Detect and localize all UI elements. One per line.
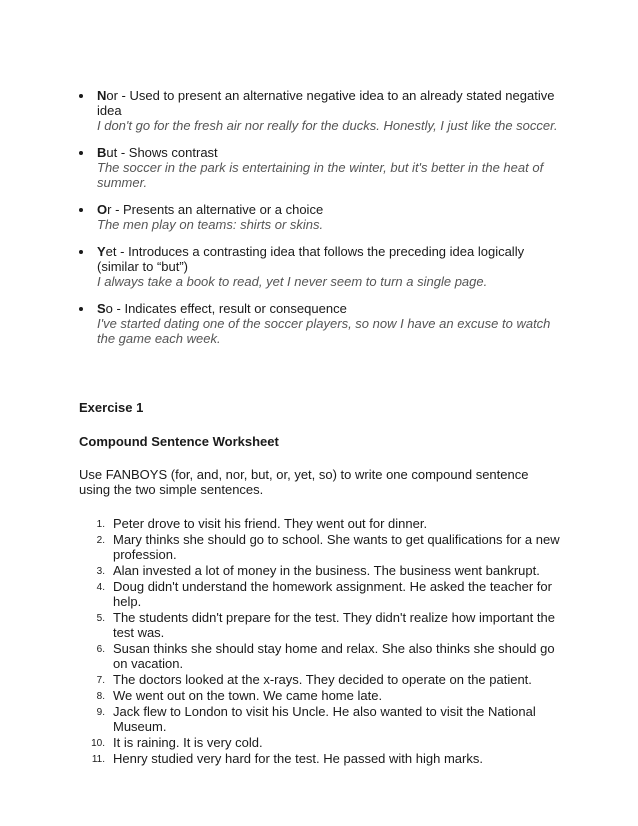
bullet-text: o - Indicates effect, result or consequence: [105, 301, 347, 316]
bullet-item-nor: [0, 88, 638, 133]
bullet-initial: O: [97, 202, 108, 217]
bullet-item-yet: [0, 244, 638, 289]
item-number: 8.: [96, 691, 105, 702]
item-number: 3.: [96, 566, 105, 577]
bullet-initial: S: [97, 301, 106, 316]
bullet-example: I always take a book to read, yet I never seem to turn a single page.: [97, 274, 488, 289]
item-number: 11.: [91, 754, 105, 765]
bullet-dot: [79, 307, 83, 311]
item-text: The students didn't prepare for the test. They didn't realize how important the test was.: [113, 610, 555, 640]
list-item: [0, 704, 638, 734]
item-number: 2.: [96, 535, 105, 546]
item-number: 5.: [96, 613, 105, 624]
item-text: Mary thinks she should go to school. She wants to get qualifications for a new profession.: [113, 532, 560, 562]
bullet-dot: [79, 250, 83, 254]
list-item: [0, 579, 638, 609]
bullet-example: The soccer in the park is entertaining in the winter, but it's better in the heat of summer.: [97, 160, 544, 190]
bullet-example: The men play on teams: shirts or skins.: [97, 217, 324, 232]
bullet-dot: [79, 151, 83, 155]
list-item: [0, 516, 638, 531]
item-text: The doctors looked at the x-rays. They decided to operate on the patient.: [113, 672, 532, 687]
item-text: Susan thinks she should stay home and relax. She also thinks she should go on vacation.: [113, 641, 555, 671]
item-text: Henry studied very hard for the test. He passed with high marks.: [113, 751, 483, 766]
bullet-text: r - Presents an alternative or a choice: [107, 202, 324, 217]
bullet-definition: [97, 301, 558, 316]
bullet-definition: [97, 202, 558, 217]
bullet-initial: N: [97, 88, 107, 103]
list-item: [0, 641, 638, 671]
item-text: Peter drove to visit his friend. They went out for dinner.: [113, 516, 428, 531]
bullet-example: I don't go for the fresh air nor really for the ducks. Honestly, I just like the soccer.: [97, 118, 558, 133]
list-item: [0, 532, 638, 562]
item-number: 7.: [96, 675, 105, 686]
item-number: 9.: [96, 707, 105, 718]
bullet-dot: [79, 94, 83, 98]
item-text: Alan invested a lot of money in the business. The business went bankrupt.: [113, 563, 540, 578]
item-number: 4.: [96, 582, 105, 593]
item-number: 1.: [96, 519, 105, 530]
list-item: [0, 735, 638, 750]
list-item: [0, 688, 638, 703]
item-text: Doug didn't understand the homework assignment. He asked the teacher for help.: [113, 579, 552, 609]
bullet-item-but: [0, 145, 638, 190]
fanboys-bullet-list: [0, 88, 638, 358]
item-text: We went out on the town. We came home late.: [113, 688, 383, 703]
sentence-list: [0, 516, 638, 767]
list-item: [0, 672, 638, 687]
bullet-definition: [97, 244, 558, 274]
bullet-definition: [97, 145, 558, 160]
item-number: 6.: [96, 644, 105, 655]
list-item: [0, 751, 638, 766]
worksheet-heading: Compound Sentence Worksheet: [79, 434, 279, 449]
bullet-item-so: [0, 301, 638, 346]
bullet-text: or - Used to present an alternative negative idea to an already stated negative idea: [97, 88, 555, 118]
bullet-initial: Y: [97, 244, 106, 259]
bullet-definition: [97, 88, 558, 118]
bullet-example: I've started dating one of the soccer players, so now I have an excuse to watch the game each week.: [97, 316, 551, 346]
item-text: Jack flew to London to visit his Uncle. He also wanted to visit the National Museum.: [113, 704, 536, 734]
bullet-text: et - Introduces a contrasting idea that follows the preceding idea logically (similar to “but”): [97, 244, 525, 274]
list-item: [0, 610, 638, 640]
list-item: [0, 563, 638, 578]
bullet-text: ut - Shows contrast: [106, 145, 218, 160]
item-text: It is raining. It is very cold.: [113, 735, 263, 750]
worksheet-instructions: Use FANBOYS (for, and, nor, but, or, yet, so) to write one compound sentence using the two simple sentences.: [79, 467, 529, 497]
item-number: 10.: [91, 738, 105, 749]
bullet-item-or: [0, 202, 638, 232]
bullet-dot: [79, 208, 83, 212]
bullet-initial: B: [97, 145, 107, 160]
exercise-heading: Exercise 1: [79, 400, 144, 415]
